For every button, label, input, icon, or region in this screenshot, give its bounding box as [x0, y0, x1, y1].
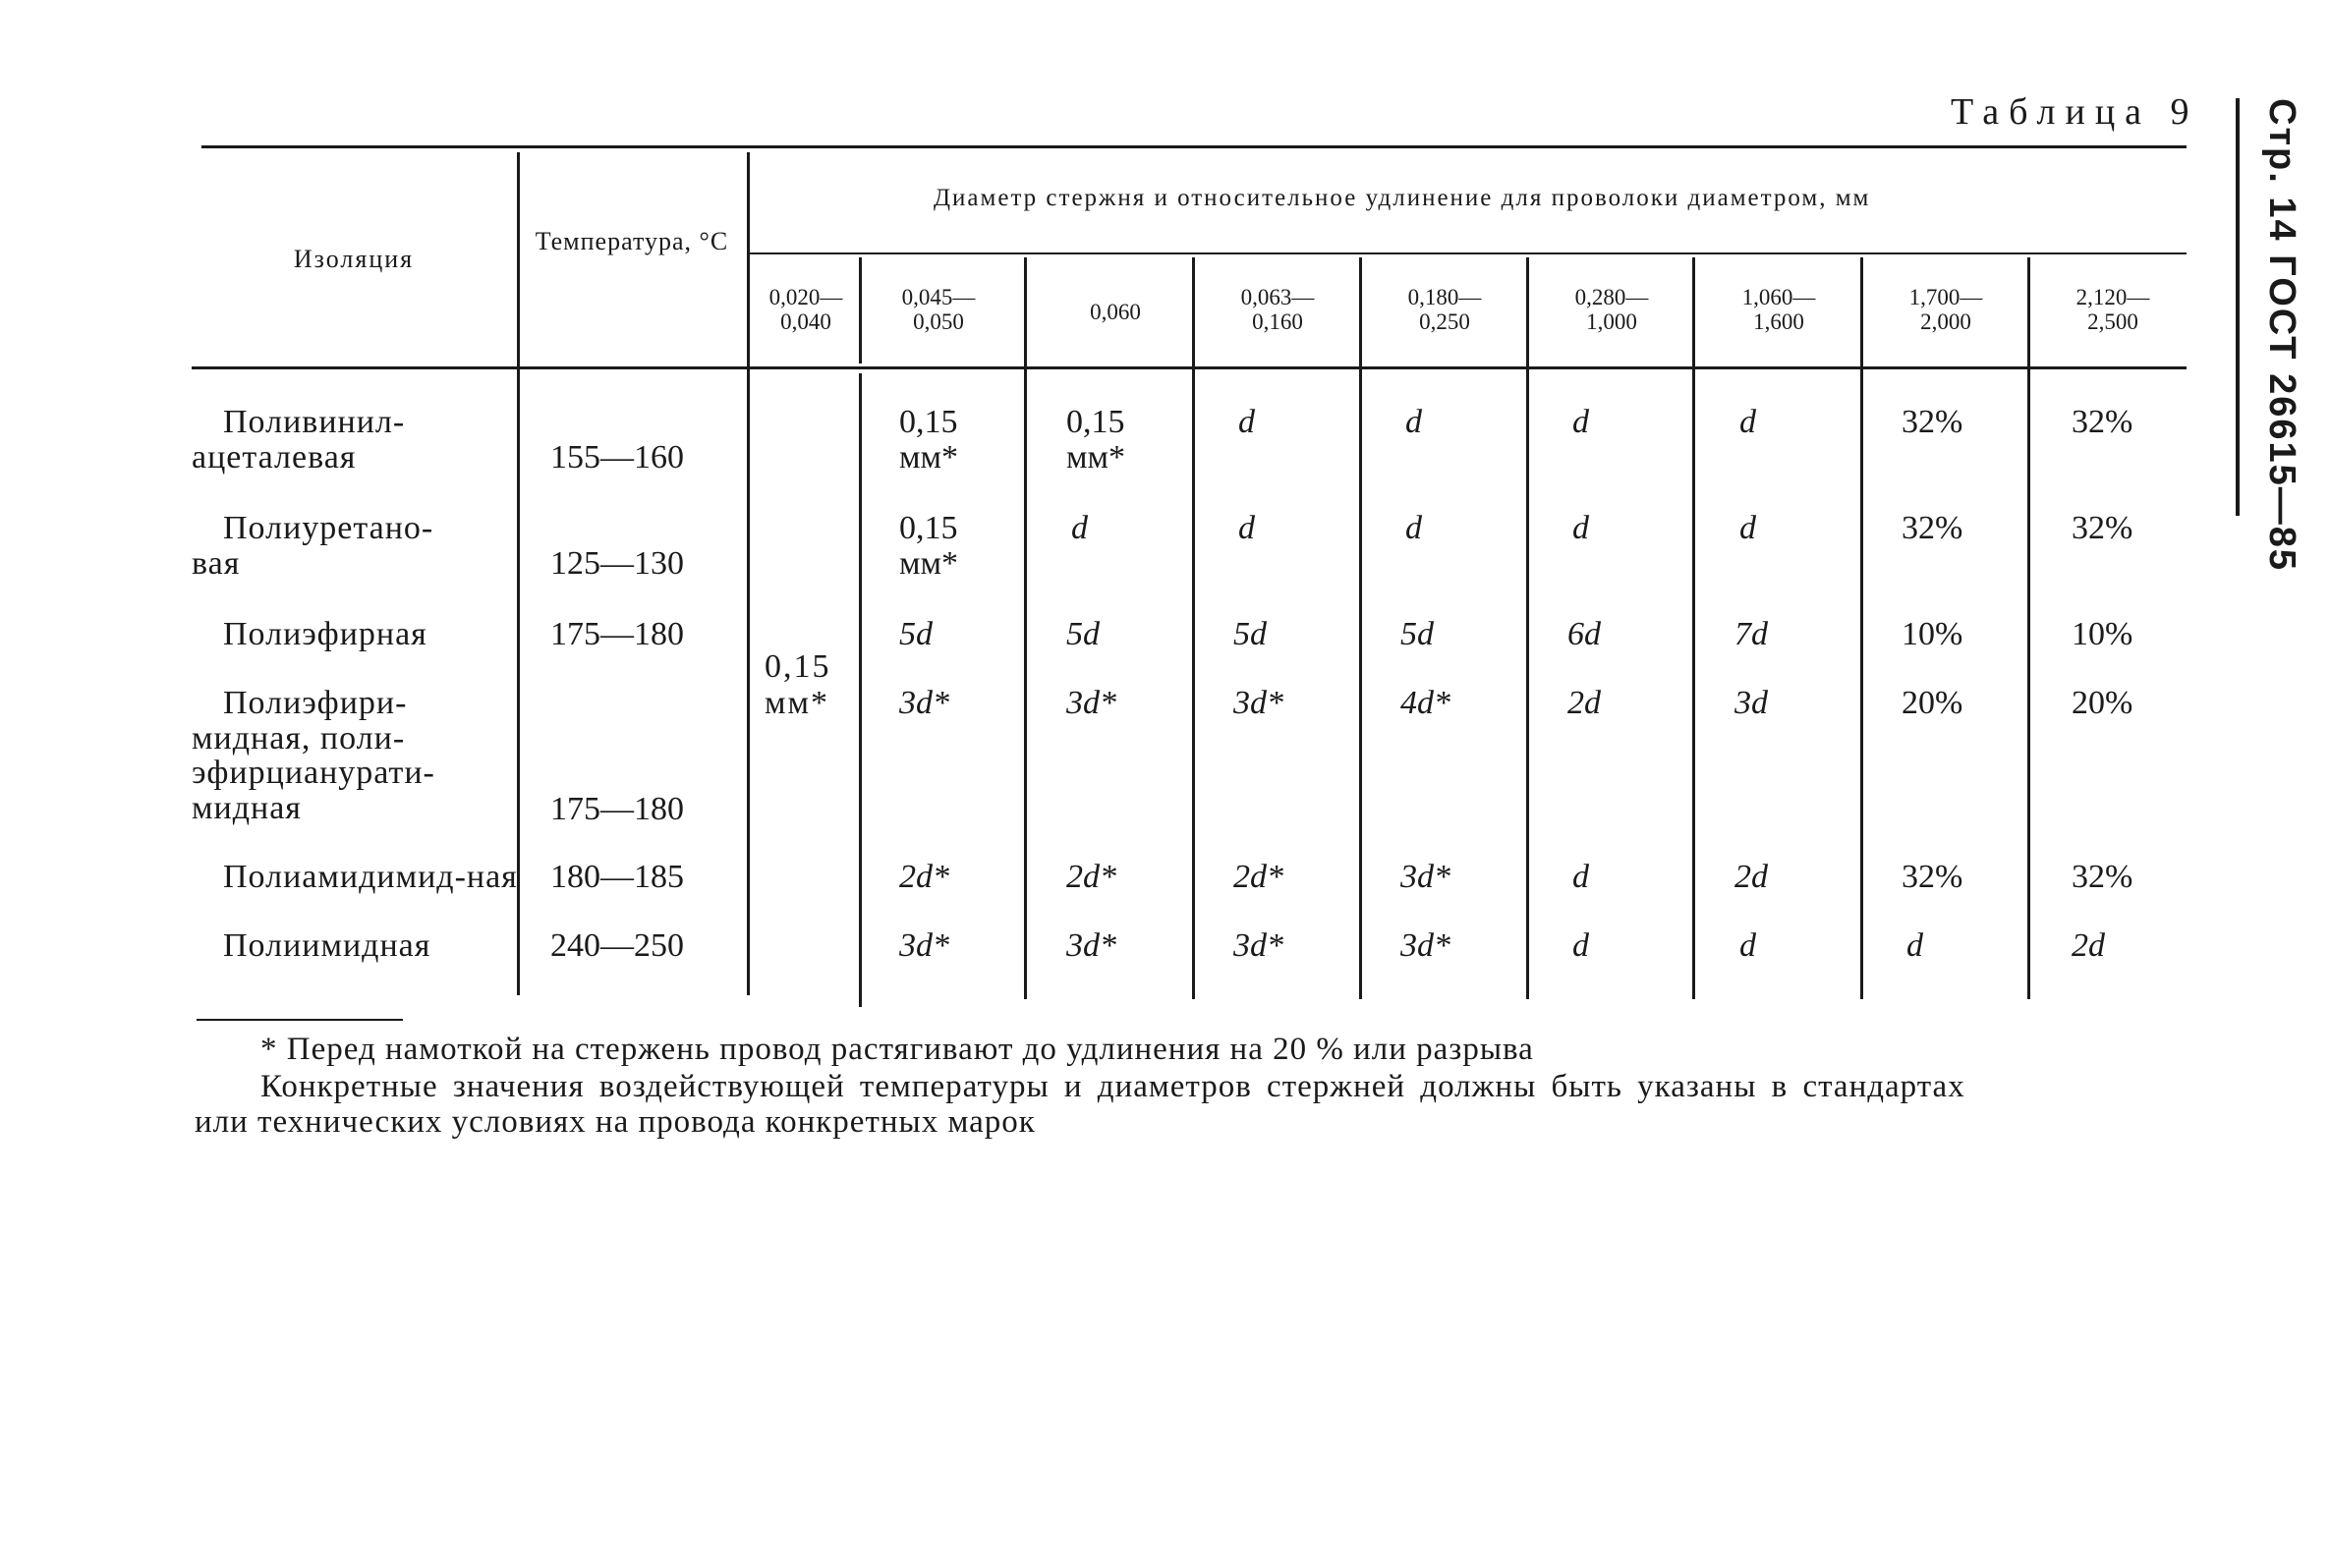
table-cell: 5d [899, 616, 933, 652]
table-cell: d [1739, 404, 1756, 440]
table-cell: 3d* [899, 927, 949, 964]
header-temperature: Температура, °С [535, 227, 729, 255]
page-side-title: Стр. 14 ГОСТ 26615—85 [2261, 98, 2302, 573]
table-cell: 7d [1734, 616, 1768, 652]
table-cell: 3d* [1400, 927, 1450, 964]
table-cell: 3d* [1066, 927, 1116, 964]
table-cell: 0,15 мм* [899, 510, 959, 582]
table-cell: 32% [1902, 859, 1963, 895]
header-col-4: 0,063—0,160 [1240, 285, 1315, 335]
row-temperature: 175—180 [550, 616, 684, 652]
header-col-2: 0,045—0,050 [901, 285, 976, 335]
row-temperature: 155—160 [550, 439, 684, 476]
table-cell: 2d* [1233, 859, 1283, 895]
table-cell: 20% [1902, 685, 1963, 721]
header-col-9: 2,120—2,500 [2075, 285, 2150, 335]
table-cell: 3d* [1066, 685, 1116, 721]
table-title: Таблица 9 [1951, 91, 2199, 133]
row-insulation: Поливинил-ацеталевая [192, 404, 406, 476]
table-cell: 6d [1567, 616, 1601, 652]
table-cell: 4d* [1400, 685, 1450, 721]
table-cell: 32% [2072, 510, 2133, 546]
header-col-1: 0,020—0,040 [768, 285, 843, 335]
row-insulation: Полиамидимид-ная [223, 859, 518, 895]
table-cell: 5d [1400, 616, 1434, 652]
table-cell: 2d* [1066, 859, 1116, 895]
table-cell: d [1572, 859, 1589, 895]
table-cell: 2d [1567, 685, 1601, 721]
row-insulation: Полиэфирная [223, 616, 427, 652]
table-cell: 0,15 мм* [1066, 404, 1126, 476]
table-cell: d [1739, 927, 1756, 964]
header-insulation: Изоляция [293, 245, 415, 273]
table-cell: 3d [1734, 685, 1768, 721]
col-rule [1024, 257, 1027, 999]
table-cell: d [1238, 404, 1255, 440]
table-cell: d [1071, 510, 1088, 546]
table-cell: d [1405, 510, 1422, 546]
col-rule [859, 373, 862, 1007]
header-bottom-rule [192, 366, 2187, 369]
header-col-3: 0,060 [1090, 300, 1141, 324]
row-temperature: 240—250 [550, 927, 684, 964]
header-col-6: 0,280—1,000 [1574, 285, 1649, 335]
merged-first-column-value: 0,15 мм* [765, 648, 831, 722]
col-rule [1526, 257, 1529, 999]
table-cell: 3d* [1233, 927, 1283, 964]
side-rule [2236, 98, 2240, 516]
table-cell: d [1572, 927, 1589, 964]
row-insulation: Полиуретано-вая [192, 510, 434, 582]
footnote-asterisk: * Перед намоткой на стержень провод растягивают до удлинения на 20 % или разрыва [260, 1032, 1534, 1067]
table-cell: 20% [2072, 685, 2133, 721]
table-cell: 10% [2072, 616, 2133, 652]
table-cell: d [1572, 404, 1589, 440]
col-rule [2027, 257, 2030, 999]
row-temperature: 125—130 [550, 545, 684, 582]
table-cell: 3d* [899, 685, 949, 721]
col-rule [1359, 257, 1362, 999]
row-temperature: 180—185 [550, 859, 684, 895]
row-temperature: 175—180 [550, 791, 684, 827]
col-rule [1692, 257, 1695, 999]
table-cell: 10% [1902, 616, 1963, 652]
table-cell: d [1572, 510, 1589, 546]
header-col-7: 1,060—1,600 [1741, 285, 1816, 335]
table-cell: 32% [2072, 404, 2133, 440]
table-cell: d [1405, 404, 1422, 440]
table-cell: 5d [1233, 616, 1267, 652]
header-col-5: 0,180—0,250 [1407, 285, 1482, 335]
table-cell: 2d* [899, 859, 949, 895]
row-insulation: Полиимидная [223, 927, 431, 964]
table-cell: d [1906, 927, 1923, 964]
table-cell: 3d* [1233, 685, 1283, 721]
col-rule [1192, 257, 1195, 999]
col-rule [859, 257, 862, 364]
table-cell: 2d [1734, 859, 1768, 895]
col-rule [1860, 257, 1863, 999]
row-insulation: Полиэфири-мидная, поли-эфирцианурати-мидная [192, 685, 435, 827]
footnote-note-line2: или технических условиях на провода конкретных марок [195, 1104, 1036, 1140]
table-cell: 3d* [1400, 859, 1450, 895]
header-sub-rule [747, 252, 2187, 254]
header-diameter-group: Диаметр стержня и относительное удлинение для проволоки диаметром, мм [934, 185, 1871, 211]
table-cell: d [1238, 510, 1255, 546]
table-cell: 5d [1066, 616, 1100, 652]
table-cell: 32% [2072, 859, 2133, 895]
table-cell: 32% [1902, 510, 1963, 546]
col-rule [747, 152, 750, 995]
footnote-note-line1: Конкретные значения воздействующей температуры и диаметров стержней должны быть указаны в стандартах [260, 1069, 1965, 1104]
table-cell: d [1739, 510, 1756, 546]
table-cell: 32% [1902, 404, 1963, 440]
header-col-8: 1,700—2,000 [1908, 285, 1983, 335]
footnote-separator [197, 1019, 403, 1021]
table-top-rule [201, 145, 2187, 148]
table-cell: 0,15 мм* [899, 404, 959, 476]
table-cell: 2d [2072, 927, 2105, 964]
